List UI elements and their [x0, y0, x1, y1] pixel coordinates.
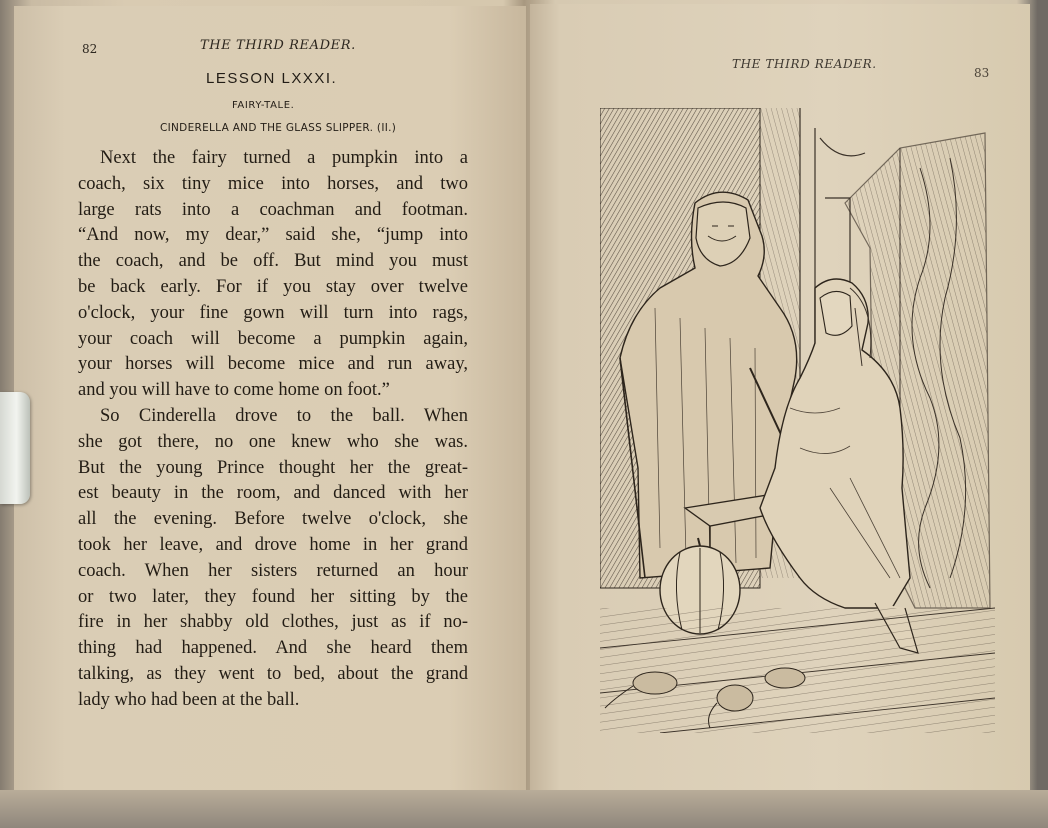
text-line: thing had happened. And she heard them — [78, 638, 468, 659]
lesson-title: LESSON LXXXI. — [206, 70, 338, 87]
page-clip — [0, 392, 30, 504]
text-line: took her leave, and drove home in her grand — [78, 534, 468, 555]
text-line: “And now, my dear,” said she, “jump into — [78, 225, 468, 246]
story-title: CINDERELLA AND THE GLASS SLIPPER. (II.) — [160, 122, 397, 134]
text-line: talking, as they went to bed, about the grand — [78, 663, 468, 684]
text-line: and you will have to come home on foot.” — [78, 380, 390, 401]
text-line: But the young Prince thought her the great- — [78, 457, 468, 478]
cinderella-engraving — [600, 108, 995, 733]
running-head-left: THE THIRD READER. — [200, 38, 356, 53]
text-line: fire in her shabby old clothes, just as if no- — [78, 612, 468, 633]
text-line: est beauty in the room, and danced with her — [78, 483, 468, 504]
text-line: your horses will become mice and run away, — [78, 354, 468, 375]
page-number-left: 82 — [82, 42, 98, 56]
section-label: FAIRY-TALE. — [232, 100, 295, 111]
text-line: the coach, and be off. But mind you must — [78, 251, 468, 272]
text-line: So Cinderella drove to the ball. When — [100, 405, 468, 426]
text-line: be back early. For if you stay over twelve — [78, 276, 468, 297]
text-line: your coach will become a pumpkin again, — [78, 328, 468, 349]
text-line: o'clock, your fine gown will turn into rags, — [78, 302, 468, 323]
text-line: all the evening. Before twelve o'clock, she — [78, 509, 468, 530]
text-line: coach, six tiny mice into horses, and two — [78, 173, 468, 194]
text-line: she got there, no one knew who she was. — [78, 431, 468, 452]
running-head-right: THE THIRD READER. — [732, 57, 877, 71]
text-line: coach. When her sisters returned an hour — [78, 560, 468, 581]
text-line: or two later, they found her sitting by the — [78, 586, 468, 607]
page-number-right: 83 — [974, 66, 990, 80]
text-line: Next the fairy turned a pumpkin into a — [100, 148, 468, 168]
text-line: large rats into a coachman and footman. — [78, 199, 468, 220]
lesson-body-text — [78, 146, 468, 714]
book-bottom-edge — [0, 790, 1048, 828]
text-line: lady who had been at the ball. — [78, 689, 300, 710]
